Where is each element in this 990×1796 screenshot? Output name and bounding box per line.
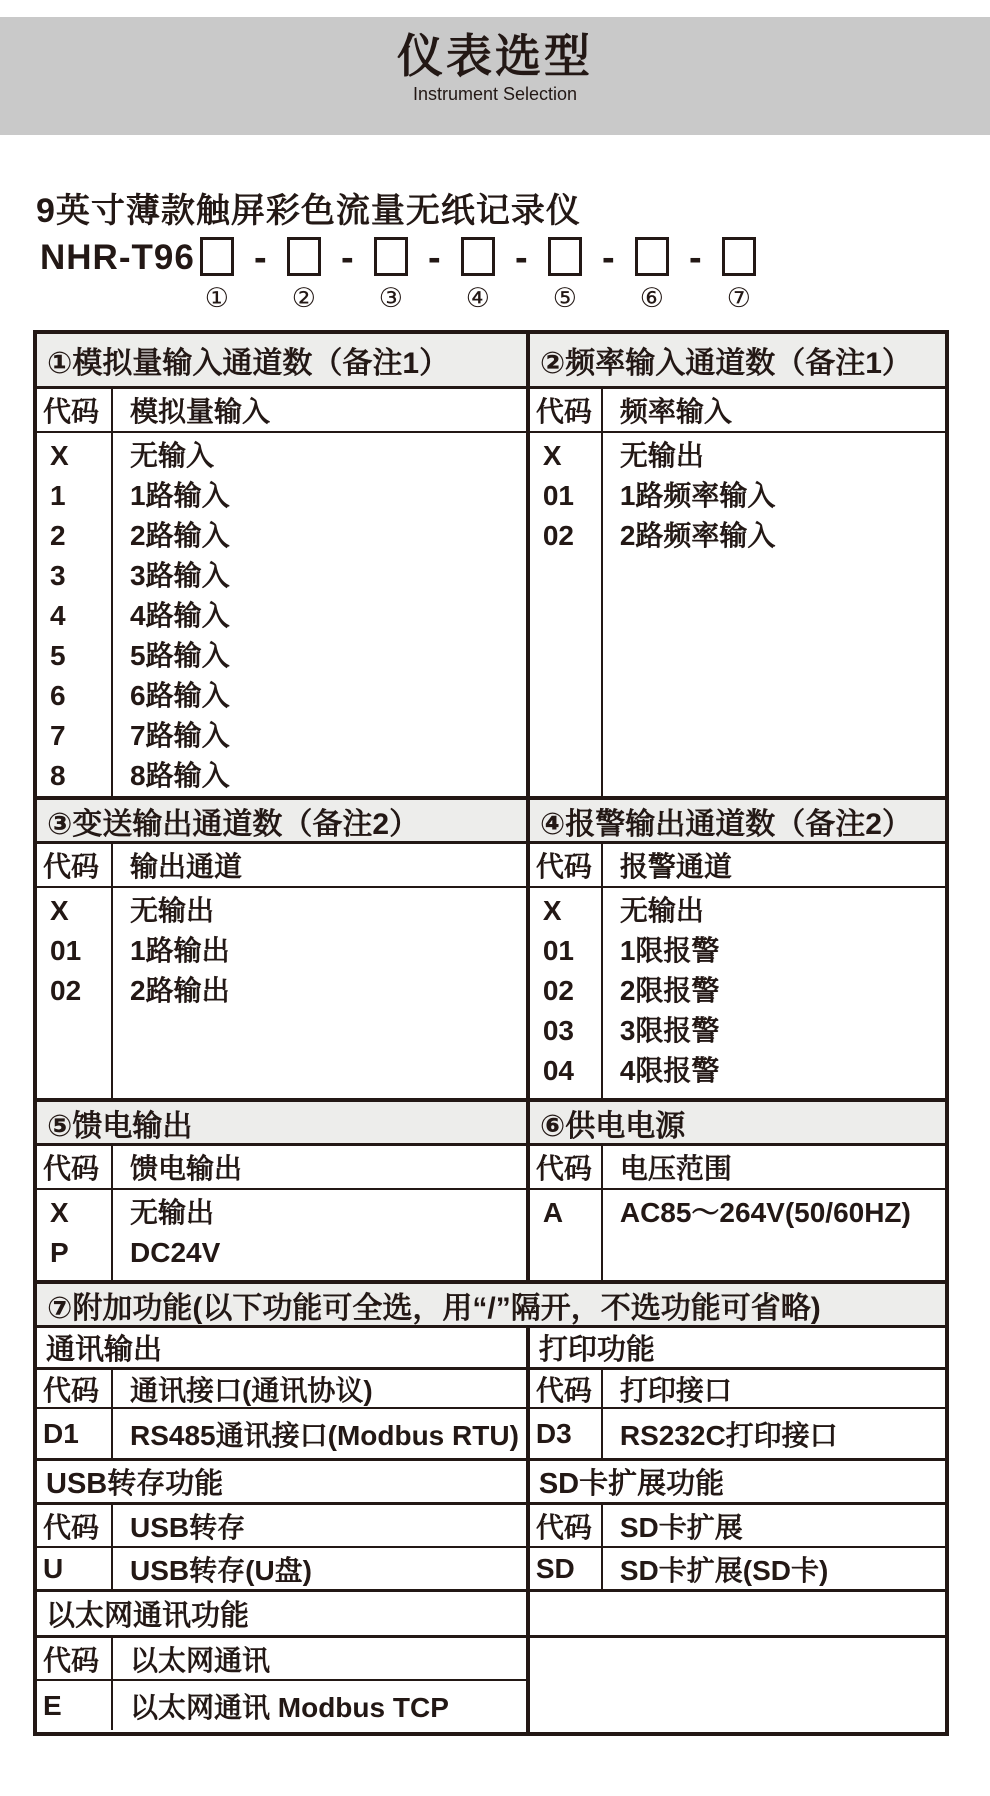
alarm-output-rows (526, 888, 945, 1098)
section-5-6-colhead (37, 1146, 945, 1190)
section-5-title: ⑤馈电输出 (47, 1109, 193, 1143)
desc-cell: 无输出 (619, 895, 704, 926)
desc-cell: 7路输入 (130, 720, 230, 751)
model-slot-box (722, 237, 756, 276)
ethernet-col-header: 以太网通讯 (130, 1644, 271, 1676)
code-cell: 01 (542, 935, 574, 966)
position-marker-3: ③ (378, 283, 403, 313)
desc-column (113, 888, 526, 1098)
desc-cell: 无输出 (619, 440, 704, 471)
section-6-title: ⑥供电电源 (539, 1109, 686, 1143)
code-cell: X (542, 440, 562, 471)
code-cell: 01 (50, 935, 82, 966)
position-marker-6: ⑥ (639, 283, 664, 313)
output-ch-col-header: 输出通道 (130, 851, 243, 882)
sd-col-header: SD卡扩展 (619, 1511, 743, 1543)
desc-cell: RS232C打印接口 (619, 1419, 838, 1451)
section-3-4-header (37, 796, 945, 844)
empty-cell (526, 1592, 945, 1635)
code-column (37, 888, 113, 1098)
feed-output-rows (37, 1190, 526, 1280)
code-cell: 7 (50, 720, 66, 751)
desc-cell: 2路输出 (130, 975, 230, 1006)
code-cell: 04 (542, 1055, 574, 1086)
model-slot-2 (285, 237, 323, 312)
desc-cell: 1限报警 (619, 935, 720, 966)
code-cell: 8 (50, 760, 66, 791)
code-column (530, 1190, 603, 1280)
code-header: 代码 (37, 1505, 113, 1546)
section-3-4-colhead (37, 844, 945, 888)
voltage-col-header: 电压范围 (619, 1153, 732, 1184)
position-marker-2: ② (291, 283, 316, 313)
analog-input-col-header: 模拟量输入 (130, 396, 271, 427)
model-dash: - (601, 236, 615, 279)
model-dash: - (688, 236, 702, 279)
comm-print-row (37, 1409, 945, 1461)
desc-cell: 4限报警 (619, 1055, 720, 1086)
desc-cell: 无输入 (130, 440, 215, 471)
sd-func-title: SD卡扩展功能 (538, 1468, 725, 1500)
code-cell: 1 (50, 480, 66, 511)
code-cell: 5 (50, 640, 66, 671)
model-prefix: NHR-T96 (40, 238, 195, 277)
feed-output-col-header: 馈电输出 (130, 1153, 243, 1184)
model-dash: - (514, 236, 528, 279)
model-slot-4 (459, 237, 497, 312)
code-column (530, 433, 603, 796)
comm-output-title: 通讯输出 (46, 1334, 163, 1366)
desc-column (113, 1190, 526, 1280)
section-4-title: ④报警输出通道数（备注2） (539, 807, 912, 841)
model-code-line (40, 237, 758, 312)
position-marker-5: ⑤ (552, 283, 577, 313)
code-cell: X (542, 895, 562, 926)
section-2-title: ②频率输入通道数（备注1） (539, 347, 912, 380)
desc-cell: RS485通讯接口(Modbus RTU) (130, 1419, 519, 1451)
code-header: 代码 (530, 1370, 603, 1407)
code-header: 代码 (530, 1505, 603, 1546)
desc-cell: SD卡扩展(SD卡) (619, 1554, 829, 1586)
desc-cell: 无输出 (130, 895, 215, 926)
ethernet-rows (37, 1638, 945, 1732)
desc-cell: 8路输入 (130, 760, 230, 791)
model-dash: - (340, 236, 354, 279)
code-cell: 3 (50, 560, 66, 591)
section-1-2-colhead (37, 389, 945, 433)
desc-cell: 以太网通讯 Modbus TCP (130, 1691, 449, 1723)
ethernet-func-title: 以太网通讯功能 (46, 1600, 250, 1632)
section-3-title: ③变送输出通道数（备注2） (47, 807, 420, 841)
model-slot-1 (198, 237, 236, 312)
position-marker-1: ① (204, 283, 229, 313)
code-cell: 02 (542, 975, 574, 1006)
code-column (37, 433, 113, 796)
code-cell: 03 (542, 1015, 574, 1046)
model-slot-box (374, 237, 408, 276)
section-5-6-body (37, 1190, 945, 1280)
desc-cell: 2路频率输入 (619, 520, 776, 551)
desc-cell: 无输出 (130, 1197, 215, 1228)
print-col-header: 打印接口 (619, 1374, 732, 1406)
model-slot-6 (633, 237, 671, 312)
model-slot-box (461, 237, 495, 276)
model-slot-3 (372, 237, 410, 312)
section-1-2-body (37, 433, 945, 796)
desc-cell: 3限报警 (619, 1015, 720, 1046)
model-dash: - (253, 236, 267, 279)
desc-cell: AC85～264V(50/60HZ) (619, 1197, 911, 1228)
model-dash: - (427, 236, 441, 279)
model-slot-box (635, 237, 669, 276)
code-cell: A (542, 1197, 564, 1228)
code-cell: 02 (542, 520, 574, 551)
code-header: 代码 (37, 1370, 113, 1407)
code-cell: X (50, 895, 69, 926)
ethernet-left (37, 1638, 526, 1732)
comm-print-subheader (37, 1328, 945, 1370)
desc-cell: USB转存(U盘) (130, 1554, 312, 1586)
usb-sd-colhead (37, 1505, 945, 1548)
code-cell: X (50, 1197, 69, 1228)
section-1-2-header (37, 334, 945, 389)
usb-col-header: USB转存 (130, 1511, 246, 1543)
code-column (530, 888, 603, 1098)
model-slot-5 (546, 237, 584, 312)
model-slot-box (200, 237, 234, 276)
desc-cell: 2限报警 (619, 975, 720, 1006)
transmit-output-rows (37, 888, 526, 1098)
position-marker-7: ⑦ (726, 283, 751, 313)
banner-subtitle: Instrument Selection (412, 84, 578, 104)
desc-cell: DC24V (130, 1237, 221, 1268)
freq-input-rows (526, 433, 945, 796)
desc-cell: 6路输入 (130, 680, 230, 711)
alarm-ch-col-header: 报警通道 (619, 851, 732, 882)
code-cell: 01 (542, 480, 574, 511)
print-func-title: 打印功能 (538, 1334, 655, 1366)
comm-print-colhead (37, 1370, 945, 1409)
usb-sd-row (37, 1548, 945, 1592)
desc-cell: 1路频率输入 (619, 480, 776, 511)
section-1-title: ①模拟量输入通道数（备注1） (47, 347, 450, 380)
empty-cell (526, 1638, 945, 1732)
selection-table (33, 330, 949, 1736)
banner (0, 17, 990, 135)
code-header: 代码 (530, 1146, 603, 1188)
model-slot-box (287, 237, 321, 276)
desc-cell: 1路输入 (130, 480, 230, 511)
section-7-title: ⑦附加功能(以下功能可全选，用“/”隔开，不选功能可省略) (47, 1291, 821, 1325)
desc-column (603, 1190, 945, 1280)
code-header: 代码 (530, 389, 603, 431)
code-cell: SD (530, 1548, 603, 1589)
desc-cell: 3路输入 (130, 560, 230, 591)
usb-sd-subheader (37, 1461, 945, 1505)
code-cell: U (37, 1548, 113, 1589)
section-7-header (37, 1280, 945, 1328)
usb-func-title: USB转存功能 (46, 1468, 224, 1500)
code-cell: 6 (50, 680, 66, 711)
banner-title: 仪表选型 (397, 30, 593, 82)
position-marker-4: ④ (465, 283, 490, 313)
freq-input-col-header: 频率输入 (619, 396, 732, 427)
ethernet-subheader (37, 1592, 945, 1638)
section-3-4-body (37, 888, 945, 1098)
desc-cell: 1路输出 (130, 935, 230, 966)
code-cell: 4 (50, 600, 66, 631)
desc-cell: 5路输入 (130, 640, 230, 671)
desc-column (603, 888, 945, 1098)
code-cell: 02 (50, 975, 82, 1006)
code-cell: E (37, 1681, 113, 1730)
code-header: 代码 (37, 1638, 113, 1679)
code-cell: D1 (37, 1409, 113, 1458)
model-slot-box (548, 237, 582, 276)
power-supply-rows (526, 1190, 945, 1280)
code-column (37, 1190, 113, 1280)
comm-col-header: 通讯接口(通讯协议) (130, 1374, 373, 1406)
desc-cell: 2路输入 (130, 520, 230, 551)
desc-column (603, 433, 945, 796)
model-slot-7 (720, 237, 758, 312)
code-header: 代码 (37, 844, 113, 886)
code-header: 代码 (530, 844, 603, 886)
code-cell: 2 (50, 520, 66, 551)
desc-cell: 4路输入 (130, 600, 230, 631)
desc-column (113, 433, 526, 796)
analog-input-rows (37, 433, 526, 796)
code-cell: X (50, 440, 69, 471)
code-header: 代码 (37, 389, 113, 431)
code-header: 代码 (37, 1146, 113, 1188)
code-cell: P (50, 1237, 69, 1268)
product-title: 9英寸薄款触屏彩色流量无纸记录仪 (36, 192, 581, 230)
code-cell: D3 (530, 1409, 603, 1458)
section-5-6-header (37, 1098, 945, 1146)
